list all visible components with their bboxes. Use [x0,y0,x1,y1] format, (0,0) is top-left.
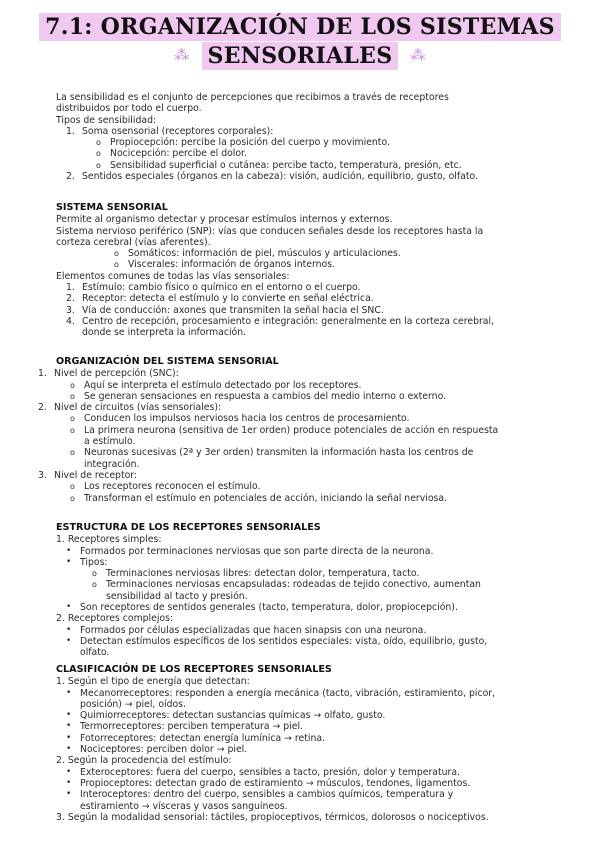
list-item: 1. Soma osensorial (receptores corporales): o Propiocepción: percibe la posición del cuerpo y movimiento. o Nocicepción: percibe el dolor. o Sensibilidad superficial o cutánea: percibe tacto, temperatura, presión, etc. [66,126,478,171]
list-item: • Tipos: o Terminaciones nerviosas libres: detectan dolor, temperatura, tacto. o Terminaciones nerviosas encapsuladas: rodeadas de tejido conectivo, aumentan sensibilidad al tacto y presión. [66,557,487,602]
list-item: o Transforman el estímulo en potenciales de acción, iniciando la señal nerviosa. [70,492,448,504]
sistema-section: SISTEMA SENSORIAL Permite al organismo detectar y procesar estímulos internos y externos. Sistema nervioso periférico (SNP): vías que conducen señales desde los receptores hasta la corteza cerebral (vías aferentes). o Somáticos: información de piel, músculos y articulaciones. o Viscerales: información de órganos internos. Elementos comunes de todas las vías sensoriales: 1. Estímulo: cambio físico o químico en el entorno o el cuerpo. 2. Receptor: detecta el estímulo y lo convierte en señal eléctrica. 3. Vía de conducción: axones que transmiten la señal hacia el SNC. 4. Centro de recepción, procesamiento e integración: generalmente en la corteza cerebral, donde se interpreta la información. [56,202,495,339]
estructura-section: ESTRUCTURA DE LOS RECEPTORES SENSORIALES 1. Receptores simples: • Formados por terminaciones nerviosas que son parte directa de la neurona. • Tipos: o Terminaciones nerviosas libres: detectan dolor, temperatura, tacto. o Terminaciones nerviosas encapsuladas: rodeadas de tejido conectivo, aumentan sensibilidad al tacto y presión. • Son receptores de sentidos generales (tacto, temperatura, dolor, propiocepción). 2. Receptores complejos: • Formados por células especializadas que hacen sinapsis con una neurona. • Detectan estímulos específicos de los sentidos especiales: vista, oído, equilibrio, gusto, olfato. [56,522,488,659]
list-item: • Formados por terminaciones nerviosas que son parte directa de la neurona. [66,545,434,557]
list-item: 4. Centro de recepción, procesamiento e integración: generalmente en la corteza cerebral, donde se interpreta la información. [66,315,495,339]
list-item: • Formados por células especializadas que hacen sinapsis con una neurona. [66,624,427,636]
list-item: 2. Sentidos especiales (órganos en la cabeza): visión, audición, equilibrio, gusto, olfato. [66,171,478,183]
list-item: o Aquí se interpreta el estímulo detectado por los receptores. [70,379,362,391]
list-item: o Nocicepción: percibe el dolor. [96,148,247,160]
list-item: o Propiocepción: percibe la posición del cuerpo y movimiento. [96,137,390,149]
list-item: o Conducen los impulsos nerviosos hacia los centros de procesamiento. [70,413,410,425]
section-heading: ORGANIZACIÓN DEL SISTEMA SENSORIAL [56,356,279,367]
section-heading: ESTRUCTURA DE LOS RECEPTORES SENSORIALES [56,522,321,533]
intro-paragraph-cont: distribuidos por todo el cuerpo. [56,103,202,115]
list-item: o Viscerales: información de órganos internos. [114,259,336,271]
list-item: o Somáticos: información de piel, músculos y articulaciones. [114,248,401,260]
types-label: Tipos de sensibilidad: [56,114,157,126]
title-line-1: 7.1: ORGANIZACIÓN DE LOS SISTEMAS [39,13,561,41]
organizacion-section [38,356,498,504]
title-line-2: SENSORIALES [202,42,399,70]
section-heading: SISTEMA SENSORIAL [56,202,168,213]
clasificacion-section: CLASIFICACIÓN DE LOS RECEPTORES SENSORIALES 1. Según el tipo de energía que detectan: • Mecanorreceptores: responden a energía mecánica (tacto, vibración, estiramiento, picor, posición) → piel, oídos. • Quimiorreceptores: detectan sustancias químicas → olfato, gusto. • Termorreceptores: perciben temperatura → piel. • Fotorreceptores: detectan energía lumínica → retina. • Nociceptores: perciben dolor → piel. 2. Según la procedencia del estímulo: • Exteroceptores: fuera del cuerpo, sensibles a tacto, presión, dolor y temperatura. • Propioceptores: detectan grado de estiramiento → músculos, tendones, ligamentos. • Interoceptores: dentro del cuerpo, sensibles a cambios químicos, temperatura y estiramiento → vísceras y vasos sanguíneos. 3. Según la modalidad sensorial: táctiles, propioceptivos, térmicos, dolorosos o nociceptivos. [56,664,496,823]
sparkle-icon: ⁂ [410,46,426,64]
list-item: • Termorreceptores: perciben temperatura → piel. [66,721,304,733]
section-heading: CLASIFICACIÓN DE LOS RECEPTORES SENSORIALES [56,664,332,675]
list-item: • Interoceptores: dentro del cuerpo, sensibles a cambios químicos, temperatura y estiramiento → vísceras y vasos sanguíneos. [66,789,454,812]
list-item: • Quimiorreceptores: detectan sustancias químicas → olfato, gusto. [66,710,386,722]
sparkle-icon: ⁂ [174,46,190,64]
list-item: o Terminaciones nerviosas encapsuladas: rodeadas de tejido conectivo, aumentan sensibilidad al tacto y presión. [92,579,481,602]
list-item: 2. Receptor: detecta el estímulo y lo convierte en señal eléctrica. [66,293,374,305]
list-item: 3. Vía de conducción: axones que transmiten la señal hacia el SNC. [66,304,384,316]
list-item: • Nociceptores: perciben dolor → piel. [66,744,248,756]
list-item: o La primera neurona (sensitiva de 1er orden) produce potenciales de acción en respuesta a estímulo. [70,424,499,448]
document-title [0,14,600,69]
list-item: o Sensibilidad superficial o cutánea: percibe tacto, temperatura, presión, etc. [96,159,462,171]
list-item: 3. Nivel de receptor: o Los receptores reconocen el estímulo. o Transforman el estímulo en potenciales de acción, iniciando la señal nerviosa. [38,470,498,504]
intro-paragraph: La sensibilidad es el conjunto de percepciones que recibimos a través de receptores [56,92,449,103]
list-item: • Detectan estímulos específicos de los sentidos especiales: vista, oído, equilibrio, gusto, olfato. [66,635,488,659]
list-item: 1. Estímulo: cambio físico o químico en el entorno o el cuerpo. [66,282,361,294]
list-item: 2. Nivel de circuitos (vías sensoriales): o Conducen los impulsos nerviosos hacia los centros de procesamiento. o La primera neurona (sensitiva de 1er orden) produce potenciales de acción en respuesta a estímulo. o Neuronas sucesivas (2ª y 3er orden) transmiten la información hasta los centros de integración. [38,402,499,470]
list-item: o Se generan sensaciones en respuesta a cambios del medio interno o externo. [70,390,447,402]
list-item: o Neuronas sucesivas (2ª y 3er orden) transmiten la información hasta los centros de integración. [70,447,474,470]
list-item: • Son receptores de sentidos generales (tacto, temperatura, dolor, propiocepción). [66,602,458,614]
intro-section [56,92,478,182]
list-item: o Los receptores reconocen el estímulo. [70,481,261,493]
list-item: • Mecanorreceptores: responden a energía mecánica (tacto, vibración, estiramiento, picor, posición) → piel, oídos. [66,687,496,710]
list-item: • Exteroceptores: fuera del cuerpo, sensibles a tacto, presión, dolor y temperatura. [66,766,461,778]
list-item: • Fotorreceptores: detectan energía lumínica → retina. [66,732,325,744]
list-item: 1. Nivel de percepción (SNC): o Aquí se interpreta el estímulo detectado por los receptores. o Se generan sensaciones en respuesta a cambios del medio interno o externo. [38,368,498,402]
list-item: • Propioceptores: detectan grado de estiramiento → músculos, tendones, ligamentos. [66,777,471,789]
list-item: o Terminaciones nerviosas libres: detectan dolor, temperatura, tacto. [92,568,420,580]
